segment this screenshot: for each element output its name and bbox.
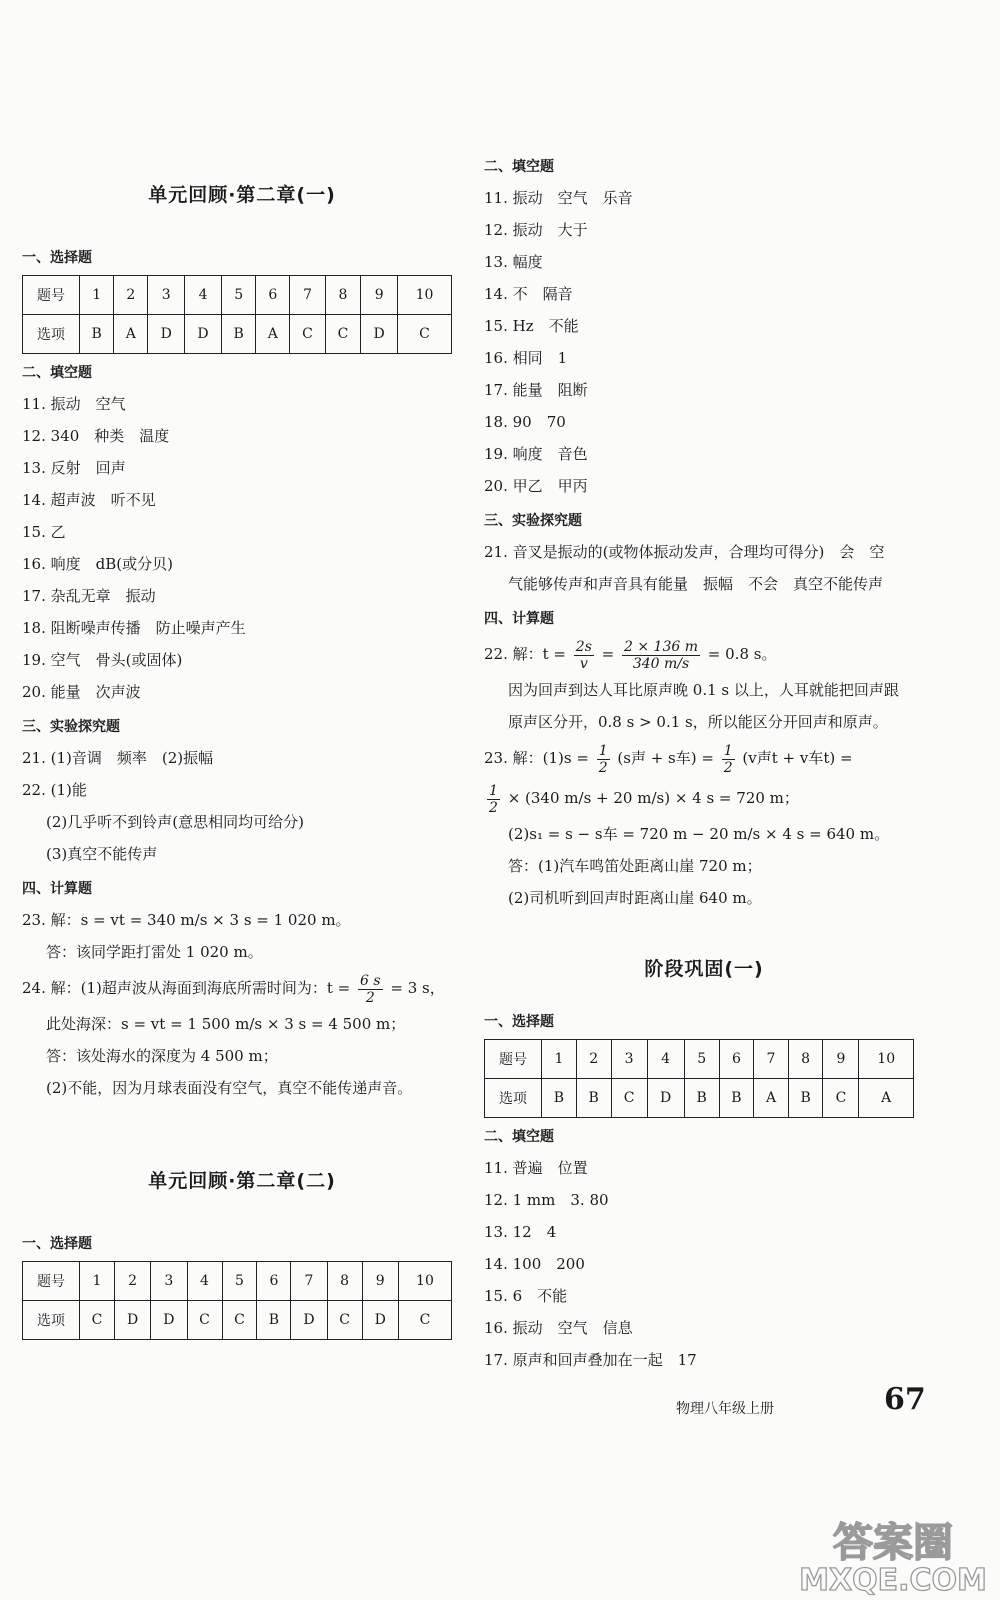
- fraction-numerator: 1: [723, 742, 733, 759]
- fraction: [358, 973, 383, 1006]
- fraction-numerator: 1: [598, 742, 608, 759]
- stage-fill-heading: 二、填空题: [484, 1129, 554, 1145]
- right-exp-heading: 三、实验探究题: [484, 513, 582, 529]
- table-cell: D: [148, 315, 185, 354]
- list-item: 13. 幅度: [484, 253, 543, 271]
- table-row: [23, 276, 452, 315]
- table-cell: 7: [754, 1040, 788, 1079]
- table-cell: B: [719, 1079, 754, 1118]
- table-cell: 8: [325, 276, 360, 315]
- table-cell: 5: [221, 276, 255, 315]
- table-cell: 4: [187, 1262, 222, 1301]
- list-item: (2)s₁ = s − s车 = 720 m − 20 m/s × 4 s = 640 m。: [508, 825, 890, 843]
- fraction: [487, 783, 500, 816]
- table-cell: 1: [542, 1040, 577, 1079]
- list-item: 15. 6 不能: [484, 1287, 568, 1305]
- table-cell: 2: [114, 276, 148, 315]
- list-item: 15. Hz 不能: [484, 317, 579, 335]
- watermark-top: 答案圈: [833, 1520, 953, 1566]
- list-item: 21. (1)音调 频率 (2)振幅: [22, 749, 214, 767]
- table-cell: C: [398, 315, 452, 354]
- stage-choice-heading: 一、选择题: [484, 1014, 554, 1030]
- fraction: [622, 639, 700, 672]
- table-cell: C: [80, 1301, 115, 1340]
- table-cell: 9: [823, 1040, 859, 1079]
- chapter2-choice-heading: 一、选择题: [22, 1236, 92, 1252]
- table-cell: B: [542, 1079, 577, 1118]
- table-cell: B: [684, 1079, 719, 1118]
- table-cell: 5: [684, 1040, 719, 1079]
- right-calc-heading: 四、计算题: [484, 611, 554, 627]
- table-row: [23, 1301, 452, 1340]
- table-cell: 7: [291, 1262, 327, 1301]
- equation-line: [22, 968, 462, 1008]
- list-item: 答：(1)汽车鸣笛处距离山崖 720 m；: [508, 857, 762, 875]
- fraction: [574, 639, 594, 672]
- chapter1-exp-heading: 三、实验探究题: [22, 719, 120, 735]
- stage-answer-table: [484, 1039, 914, 1118]
- table-row: [23, 1262, 452, 1301]
- table-cell: 选项: [23, 1301, 80, 1340]
- list-item: 17. 能量 阻断: [484, 381, 588, 399]
- table-cell: 3: [151, 1262, 187, 1301]
- table-cell: C: [325, 315, 360, 354]
- table-cell: 8: [788, 1040, 823, 1079]
- table-cell: C: [290, 315, 325, 354]
- list-item: 13. 12 4: [484, 1223, 557, 1241]
- equation-text: = 0.8 s。: [707, 645, 777, 663]
- table-cell: 7: [290, 276, 325, 315]
- equation-text: (v声t + v车t) =: [742, 749, 853, 767]
- watermark-logo: [798, 1508, 988, 1598]
- list-item: 21. 音叉是振动的(或物体振动发声，合理均可得分) 会 空: [484, 543, 885, 561]
- list-item: 此处海深：s = vt = 1 500 m/s × 3 s = 4 500 m；: [46, 1015, 406, 1033]
- table-cell: 题号: [485, 1040, 542, 1079]
- list-item: 答：该处海水的深度为 4 500 m；: [46, 1047, 278, 1065]
- table-cell: 6: [256, 276, 290, 315]
- list-item: 16. 响度 dB(或分贝): [22, 555, 173, 573]
- table-cell: 题号: [23, 276, 80, 315]
- list-item: 14. 100 200: [484, 1255, 585, 1273]
- chapter2-answer-table: [22, 1261, 452, 1340]
- list-item: 23. 解：s = vt = 340 m/s × 3 s = 1 020 m。: [22, 911, 351, 929]
- list-item: 答：该同学距打雷处 1 020 m。: [46, 943, 263, 961]
- fraction-denominator: 340 m/s: [632, 655, 690, 672]
- table-cell: D: [291, 1301, 327, 1340]
- footer-book-label: 物理八年级上册: [676, 1401, 774, 1417]
- equation-text: =: [601, 645, 615, 663]
- fraction: [597, 743, 610, 776]
- table-cell: C: [327, 1301, 362, 1340]
- list-item: 因为回声到达人耳比原声晚 0.1 s 以上，人耳就能把回声跟: [508, 681, 899, 699]
- table-cell: D: [114, 1301, 150, 1340]
- list-item: 15. 乙: [22, 523, 66, 541]
- list-item: 13. 反射 回声: [22, 459, 126, 477]
- table-cell: 9: [361, 276, 398, 315]
- chapter1-title: 单元回顾·第二章(一): [148, 184, 336, 206]
- fraction-denominator: 2: [489, 799, 498, 816]
- list-item: 19. 空气 骨头(或固体): [22, 651, 183, 669]
- list-item: 气能够传声和声音具有能量 振幅 不会 真空不能传声: [508, 575, 884, 593]
- table-row: [23, 315, 452, 354]
- chapter1-fill-heading: 二、填空题: [22, 365, 92, 381]
- table-cell: C: [222, 1301, 257, 1340]
- fraction-denominator: v: [579, 655, 588, 672]
- table-cell: D: [362, 1301, 398, 1340]
- equation-text: 24. 解：(1)超声波从海面到海底所需时间为：t =: [22, 979, 351, 997]
- equation-text: 23. 解：(1)s =: [484, 749, 589, 767]
- fraction-denominator: 2: [365, 989, 375, 1006]
- list-item: 11. 振动 空气: [22, 395, 126, 413]
- list-item: 12. 振动 大于: [484, 221, 588, 239]
- equation-line: [484, 738, 924, 778]
- table-cell: 10: [398, 1262, 451, 1301]
- table-cell: B: [221, 315, 255, 354]
- list-item: 12. 1 mm 3. 80: [484, 1191, 609, 1209]
- table-cell: A: [114, 315, 148, 354]
- table-cell: C: [398, 1301, 451, 1340]
- chapter2-title: 单元回顾·第二章(二): [148, 1170, 336, 1192]
- fraction-denominator: 2: [598, 759, 608, 776]
- list-item: 20. 能量 次声波: [22, 683, 141, 701]
- left-column: [22, 170, 462, 1348]
- list-item: 17. 原声和回声叠加在一起 17: [484, 1351, 697, 1369]
- table-cell: 6: [719, 1040, 754, 1079]
- table-cell: 1: [80, 276, 114, 315]
- table-cell: 5: [222, 1262, 257, 1301]
- table-cell: 9: [362, 1262, 398, 1301]
- right-fill-heading: 二、填空题: [484, 159, 554, 175]
- stage-title: 阶段巩固(一): [644, 958, 764, 980]
- table-cell: D: [185, 315, 222, 354]
- table-cell: 10: [859, 1040, 914, 1079]
- list-item: (2)司机听到回声时距离山崖 640 m。: [508, 889, 762, 907]
- table-cell: 6: [257, 1262, 291, 1301]
- table-cell: 2: [576, 1040, 611, 1079]
- list-item: (3)真空不能传声: [46, 845, 158, 863]
- list-item: (2)不能，因为月球表面没有空气，真空不能传递声音。: [46, 1079, 413, 1097]
- right-column: [484, 148, 924, 1376]
- table-cell: D: [361, 315, 398, 354]
- page-number: 67: [884, 1382, 926, 1417]
- table-cell: 8: [327, 1262, 362, 1301]
- equation-text: (s声 + s车) =: [617, 749, 714, 767]
- list-item: 18. 阻断噪声传播 防止噪声产生: [22, 619, 246, 637]
- list-item: 11. 普遍 位置: [484, 1159, 588, 1177]
- chapter1-choice-heading: 一、选择题: [22, 250, 92, 266]
- table-cell: 选项: [485, 1079, 542, 1118]
- table-cell: 3: [148, 276, 185, 315]
- table-cell: A: [256, 315, 290, 354]
- table-cell: C: [187, 1301, 222, 1340]
- table-cell: C: [611, 1079, 647, 1118]
- table-cell: C: [823, 1079, 859, 1118]
- table-cell: 题号: [23, 1262, 80, 1301]
- list-item: 22. (1)能: [22, 781, 87, 799]
- fraction-numerator: 1: [489, 782, 498, 799]
- list-item: (2)几乎听不到铃声(意思相同均可给分): [46, 813, 304, 831]
- list-item: 20. 甲乙 甲丙: [484, 477, 588, 495]
- list-item: 16. 振动 空气 信息: [484, 1319, 633, 1337]
- table-cell: B: [788, 1079, 823, 1118]
- table-cell: 4: [647, 1040, 684, 1079]
- list-item: 12. 340 种类 温度: [22, 427, 170, 445]
- table-row: [485, 1079, 914, 1118]
- fraction-denominator: 2: [723, 759, 733, 776]
- table-cell: A: [859, 1079, 914, 1118]
- fraction-numerator: 6 s: [360, 972, 381, 989]
- chapter1-calc-heading: 四、计算题: [22, 881, 92, 897]
- table-cell: 3: [611, 1040, 647, 1079]
- table-cell: B: [80, 315, 114, 354]
- table-cell: 1: [80, 1262, 115, 1301]
- equation-line: [484, 634, 924, 674]
- equation-text: = 3 s，: [390, 979, 445, 997]
- table-cell: D: [647, 1079, 684, 1118]
- list-item: 16. 相同 1: [484, 349, 568, 367]
- table-cell: B: [257, 1301, 291, 1340]
- equation-line: [484, 778, 924, 818]
- list-item: 原声区分开，0.8 s > 0.1 s，所以能区分开回声和原声。: [508, 713, 888, 731]
- table-cell: 2: [114, 1262, 150, 1301]
- table-cell: 选项: [23, 315, 80, 354]
- list-item: 14. 不 隔音: [484, 285, 573, 303]
- list-item: 18. 90 70: [484, 413, 566, 431]
- table-cell: D: [151, 1301, 187, 1340]
- fraction: [722, 743, 735, 776]
- table-row: [485, 1040, 914, 1079]
- chapter1-answer-table: [22, 275, 452, 354]
- fraction-numerator: 2 × 136 m: [624, 638, 699, 655]
- table-cell: A: [754, 1079, 788, 1118]
- list-item: 17. 杂乱无章 振动: [22, 587, 156, 605]
- equation-text: × (340 m/s + 20 m/s) × 4 s = 720 m；: [507, 789, 799, 807]
- fraction-numerator: 2s: [575, 638, 592, 655]
- table-cell: B: [576, 1079, 611, 1118]
- list-item: 14. 超声波 听不见: [22, 491, 156, 509]
- table-cell: 10: [398, 276, 452, 315]
- watermark-bottom: MXQE.COM: [799, 1563, 987, 1598]
- list-item: 11. 振动 空气 乐音: [484, 189, 633, 207]
- equation-text: 22. 解：t =: [484, 645, 566, 663]
- table-cell: 4: [185, 276, 222, 315]
- list-item: 19. 响度 音色: [484, 445, 588, 463]
